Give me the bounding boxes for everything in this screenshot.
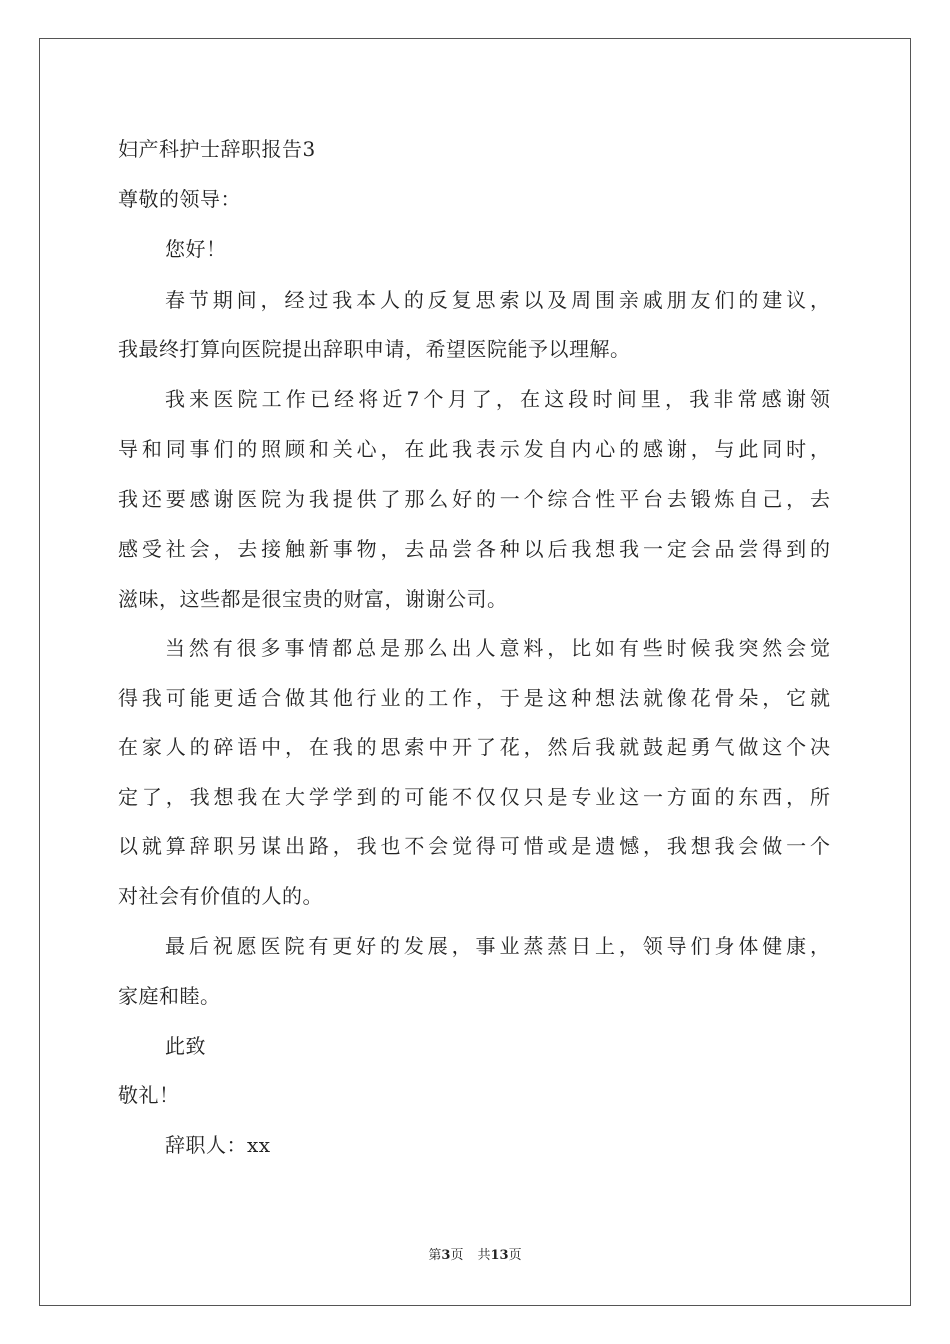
greeting: 您好！ bbox=[165, 237, 227, 261]
page-number: 3 bbox=[441, 1248, 451, 1263]
paragraph-4-line-2: 家庭和睦。 bbox=[118, 984, 221, 1008]
page-suffix: 页 bbox=[450, 1248, 464, 1263]
paragraph-2-line-2: 导和同事们的照顾和关心，在此我表示发自内心的感谢，与此同时， bbox=[118, 437, 830, 461]
paragraph-3-line-4: 定了，我想我在大学学到的可能不仅仅只是专业这一方面的东西，所 bbox=[118, 785, 830, 809]
salutation: 尊敬的领导： bbox=[118, 187, 241, 211]
page-prefix: 第 bbox=[428, 1248, 442, 1263]
paragraph-3-line-6: 对社会有价值的人的。 bbox=[118, 884, 323, 908]
paragraph-3-line-1: 当然有很多事情都总是那么出人意料，比如有些时候我突然会觉 bbox=[165, 636, 830, 660]
total-pages: 13 bbox=[490, 1248, 509, 1263]
paragraph-3-line-3: 在家人的碎语中，在我的思索中开了花，然后我就鼓起勇气做这个决 bbox=[118, 735, 830, 759]
page-footer bbox=[0, 1248, 950, 1264]
closing: 此致 bbox=[165, 1034, 206, 1058]
paragraph-2-line-3: 我还要感谢医院为我提供了那么好的一个综合性平台去锻炼自己，去 bbox=[118, 487, 830, 511]
paragraph-4-line-1: 最后祝愿医院有更好的发展，事业蒸蒸日上，领导们身体健康， bbox=[165, 934, 830, 958]
document-title: 妇产科护士辞职报告3 bbox=[118, 137, 316, 161]
paragraph-3-line-2: 得我可能更适合做其他行业的工作，于是这种想法就像花骨朵，它就 bbox=[118, 686, 830, 710]
paragraph-2-line-5: 滋味，这些都是很宝贵的财富，谢谢公司。 bbox=[118, 587, 508, 611]
paragraph-3-line-5: 以就算辞职另谋出路，我也不会觉得可惜或是遗憾，我想我会做一个 bbox=[118, 834, 830, 858]
total-suffix: 页 bbox=[508, 1248, 522, 1263]
signature: 辞职人：xx bbox=[165, 1133, 271, 1157]
total-prefix: 共 bbox=[477, 1248, 491, 1263]
regards: 敬礼！ bbox=[118, 1083, 180, 1107]
paragraph-2-line-4: 感受社会，去接触新事物，去品尝各种以后我想我一定会品尝得到的 bbox=[118, 537, 830, 561]
paragraph-2-line-1: 我来医院工作已经将近7个月了，在这段时间里，我非常感谢领 bbox=[165, 387, 830, 411]
paragraph-1-line-2: 我最终打算向医院提出辞职申请，希望医院能予以理解。 bbox=[118, 337, 631, 361]
paragraph-1-line-1: 春节期间，经过我本人的反复思索以及周围亲戚朋友们的建议， bbox=[165, 288, 830, 312]
page-border bbox=[39, 38, 911, 1306]
